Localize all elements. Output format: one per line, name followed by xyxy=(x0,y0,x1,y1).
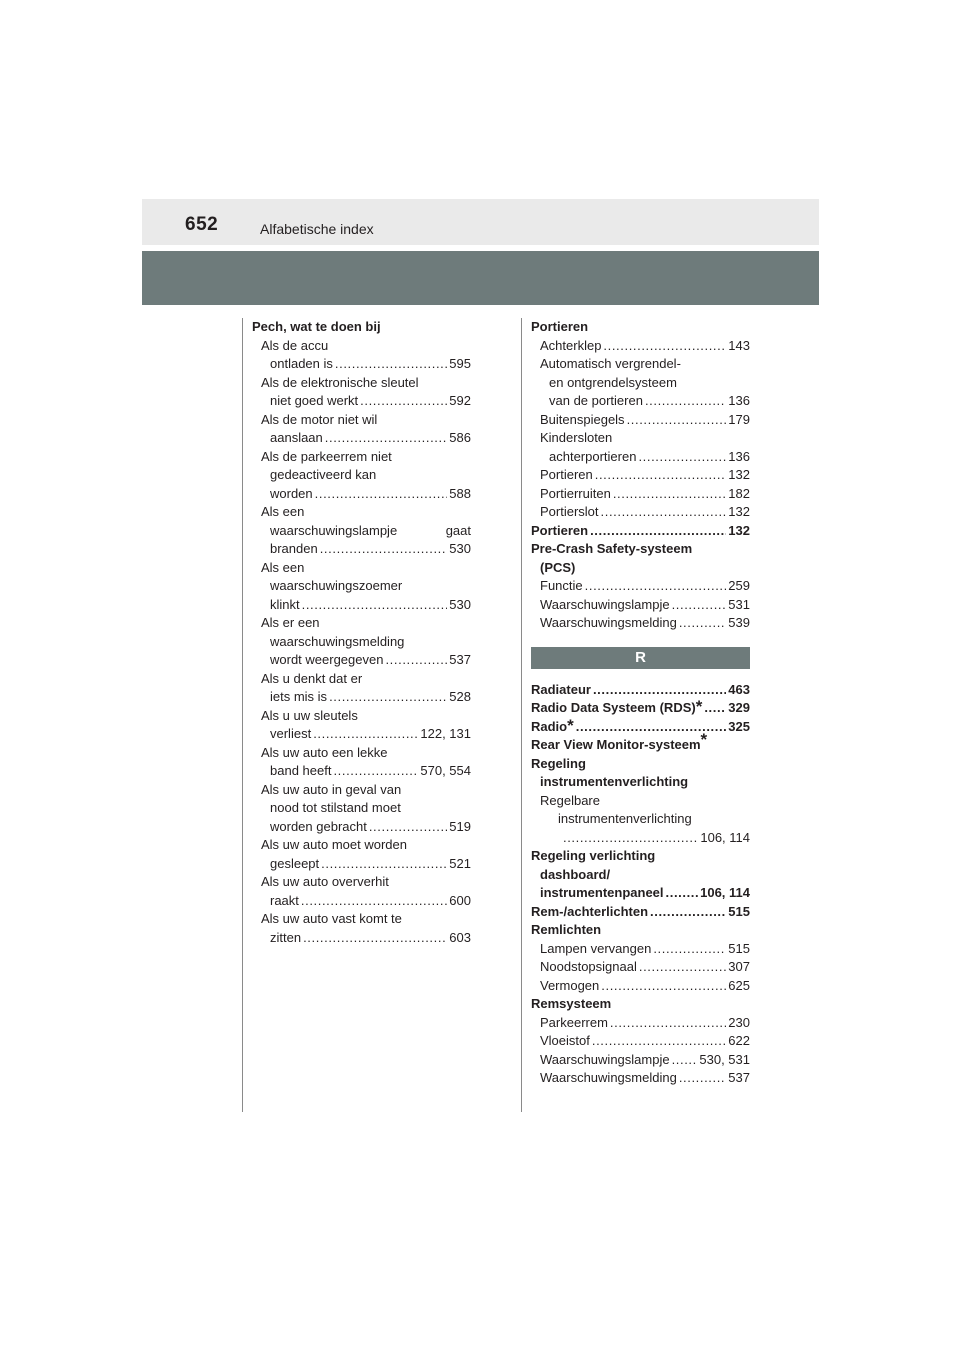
index-term: Noodstopsignaal xyxy=(540,959,637,974)
index-term: Als uw auto oververhit xyxy=(261,874,389,889)
dot-leader xyxy=(590,522,726,541)
dot-leader xyxy=(303,929,447,948)
page-ref: 132 xyxy=(728,504,750,519)
index-term: Als uw auto in geval van xyxy=(261,781,402,797)
dot-leader xyxy=(627,411,727,430)
page-ref: 592 xyxy=(449,393,471,408)
index-term: Radiateur xyxy=(531,681,591,697)
header-band xyxy=(142,199,819,245)
index-entry-nood-3 xyxy=(252,818,471,837)
index-entry-radiateur xyxy=(531,681,750,700)
dot-leader xyxy=(369,818,447,837)
index-term: Buitenspiegels xyxy=(540,411,625,427)
page-ref: 143 xyxy=(728,337,750,353)
index-entry-sleutel-2 xyxy=(252,392,471,411)
index-term: Als uw auto een lekke xyxy=(261,744,388,760)
page-ref: 603 xyxy=(449,929,471,945)
index-entry-motor-1 xyxy=(252,411,471,430)
index-entry-rem-melding xyxy=(531,1069,750,1088)
index-entry-melding-1 xyxy=(252,614,471,633)
index-term: aanslaan xyxy=(270,430,323,445)
index-entry-park-3 xyxy=(252,485,471,504)
left-column-rule xyxy=(242,318,243,1112)
index-term: Radio Data Systeem (RDS) xyxy=(531,700,696,715)
index-term: Radio xyxy=(531,718,568,734)
page-ref: 325 xyxy=(728,718,750,734)
index-term: dashboard/ xyxy=(540,866,611,882)
index-entry-sleep-1 xyxy=(252,836,471,855)
index-term: worden xyxy=(270,485,313,501)
index-entry-accu-2 xyxy=(252,355,471,374)
index-entry-melding-3 xyxy=(252,651,471,670)
page-ref: 132 xyxy=(728,522,750,538)
index-term: Als u denkt dat er xyxy=(261,670,363,686)
middle-column-rule xyxy=(521,318,522,1112)
index-term: Regeling xyxy=(531,755,586,771)
index-term: Rear View Monitor-systeem xyxy=(531,737,701,752)
index-term: Waarschuwingslampje xyxy=(540,1051,670,1067)
dot-leader xyxy=(335,355,447,374)
index-term: Als een xyxy=(261,504,305,519)
dot-leader xyxy=(315,485,448,504)
page-ref: 528 xyxy=(449,689,471,704)
page-ref: 537 xyxy=(449,652,471,667)
asterisk-mark: * xyxy=(700,730,708,749)
page-ref: 521 xyxy=(449,855,471,871)
dot-leader xyxy=(666,884,699,903)
index-entry-nood-2 xyxy=(252,799,471,818)
index-entry-lampen xyxy=(531,940,750,959)
index-term: ontladen is xyxy=(270,356,333,371)
page-ref: 179 xyxy=(728,411,750,427)
index-term: iets mis is xyxy=(270,689,328,704)
dot-leader xyxy=(653,940,726,959)
index-entry-zoemer-2 xyxy=(252,577,471,596)
page-ref: 600 xyxy=(449,892,471,908)
letter-band-r: R xyxy=(531,647,750,669)
index-term: waarschuwingszoemer xyxy=(270,578,403,593)
index-entry-achterklep xyxy=(531,337,750,356)
dot-leader xyxy=(672,1051,698,1070)
index-term: branden xyxy=(270,541,318,556)
index-entry-regelbare-1 xyxy=(531,792,750,811)
dot-leader xyxy=(595,466,727,485)
index-term: zitten xyxy=(270,929,302,945)
index-entry-pcs-1 xyxy=(531,540,750,559)
index-entry-remachter xyxy=(531,903,750,922)
header-gray-bar xyxy=(142,251,819,305)
page-ref: 515 xyxy=(728,903,750,919)
index-term: Als de elektronische sleutel xyxy=(261,374,419,390)
index-entry-sleutels-2 xyxy=(252,725,471,744)
page-ref: 519 xyxy=(449,818,471,834)
index-term: Portieren xyxy=(531,522,589,538)
index-term: en ontgrendelsysteem xyxy=(549,374,677,390)
index-entry-melding-2 xyxy=(252,633,471,652)
index-entry-portieren-b xyxy=(531,522,750,541)
index-entry-parkeerrem xyxy=(531,1014,750,1033)
index-term: Vermogen xyxy=(540,977,600,993)
index-entry-pcs-lamp xyxy=(531,596,750,615)
index-entry-accu-1 xyxy=(252,337,471,356)
index-term: Als een xyxy=(261,559,305,575)
index-entry-rvm xyxy=(531,730,750,755)
index-entry-vast-2 xyxy=(252,929,471,948)
page-ref: 106, 114 xyxy=(700,885,750,900)
page-ref: 230 xyxy=(728,1014,750,1030)
dot-leader xyxy=(333,762,418,781)
dot-leader xyxy=(603,337,726,356)
index-term: Pre-Crash Safety-systeem xyxy=(531,541,693,556)
index-entry-portierslot xyxy=(531,503,750,522)
index-entry-remlichten xyxy=(531,921,750,940)
index-entry-pcs-2 xyxy=(531,559,750,578)
dot-leader xyxy=(679,614,726,633)
index-term-end: gaat xyxy=(445,522,471,538)
index-term: wordt weergegeven xyxy=(270,652,384,667)
page-ref: 586 xyxy=(449,430,471,445)
dot-leader xyxy=(704,699,726,718)
index-term: Vloeistof xyxy=(540,1033,590,1048)
index-entry-noodstop xyxy=(531,958,750,977)
dot-leader xyxy=(601,503,727,522)
dot-leader xyxy=(320,540,448,559)
index-entry-rem-lamp xyxy=(531,1051,750,1070)
dot-leader xyxy=(321,855,447,874)
index-term: waarschuwingslampje xyxy=(270,522,398,538)
index-term: instrumentenverlichting xyxy=(540,774,689,789)
index-term: raakt xyxy=(270,892,299,908)
dot-leader xyxy=(592,1032,726,1051)
index-entry-zoemer-1 xyxy=(252,559,471,578)
index-entry-lamp-3 xyxy=(252,540,471,559)
index-entry-kinder-1 xyxy=(531,429,750,448)
page-ref: 463 xyxy=(728,681,750,697)
page-ref: 595 xyxy=(449,356,471,371)
page-ref: 530 xyxy=(449,596,471,612)
index-group-r xyxy=(531,681,750,1088)
index-entry-lamp-1 xyxy=(252,503,471,522)
index-term: Waarschuwingslampje xyxy=(540,596,670,612)
index-term: nood tot stilstand moet xyxy=(270,800,401,815)
index-term: worden gebracht xyxy=(270,818,367,834)
dot-leader xyxy=(585,577,727,596)
page-ref: 259 xyxy=(728,578,750,593)
index-entry-vloeistof xyxy=(531,1032,750,1051)
index-term: Kindersloten xyxy=(540,430,613,445)
index-term: Remlichten xyxy=(531,922,602,937)
dot-leader xyxy=(638,448,726,467)
index-entry-regver-3 xyxy=(531,884,750,903)
index-term: Portieren xyxy=(540,467,593,482)
index-entry-regeling-2 xyxy=(531,773,750,792)
index-term: Pech, wat te doen bij xyxy=(252,319,381,334)
index-term: Regelbare xyxy=(540,792,600,808)
index-term: verliest xyxy=(270,726,312,741)
index-entry-portieren-h xyxy=(531,318,750,337)
page-ref: 588 xyxy=(449,485,471,501)
index-term: achterportieren xyxy=(549,448,637,464)
index-entry-mis-1 xyxy=(252,670,471,689)
dot-leader xyxy=(679,1069,726,1088)
page-ref: 570, 554 xyxy=(420,763,471,778)
page-ref: 122, 131 xyxy=(420,726,471,741)
index-entry-mis-2 xyxy=(252,688,471,707)
index-entry-pech xyxy=(252,318,471,337)
index-entry-kinder-2 xyxy=(531,448,750,467)
index-term: van de portieren xyxy=(549,393,643,408)
index-entry-regelbare-3 xyxy=(531,829,750,848)
dot-leader xyxy=(313,725,418,744)
index-entry-functie xyxy=(531,577,750,596)
index-term: Automatisch vergrendel- xyxy=(540,356,681,371)
index-term: gesleept xyxy=(270,855,320,871)
index-term: Als de accu xyxy=(261,337,329,353)
dot-leader xyxy=(645,392,726,411)
index-term: Parkeerrem xyxy=(540,1014,608,1030)
index-term: Portierruiten xyxy=(540,485,611,501)
index-entry-verhit-1 xyxy=(252,873,471,892)
index-term: Portierslot xyxy=(540,504,599,519)
dot-leader xyxy=(301,892,447,911)
index-term: Waarschuwingsmelding xyxy=(540,615,677,630)
index-term: Als de motor niet wil xyxy=(261,411,378,427)
dot-leader xyxy=(329,688,447,707)
index-entry-regeling-1 xyxy=(531,755,750,774)
index-column-right xyxy=(531,318,750,1088)
index-term: Achterklep xyxy=(540,337,602,353)
dot-leader xyxy=(639,958,726,977)
index-group-p xyxy=(531,318,750,633)
index-term: waarschuwingsmelding xyxy=(270,633,405,649)
index-column-left xyxy=(252,318,471,947)
index-term: band heeft xyxy=(270,763,332,778)
index-entry-rds: Radio Data Systeem (RDS) * ..... 329 xyxy=(531,699,750,718)
page-ref: 530 xyxy=(449,541,471,556)
page-ref: 625 xyxy=(728,977,750,993)
index-entry-sleutel-1 xyxy=(252,374,471,393)
dot-leader xyxy=(563,829,698,848)
index-term: instrumentenpaneel xyxy=(540,885,664,900)
index-entry-radio: Radio * ..... 325 xyxy=(531,718,750,737)
dot-leader xyxy=(302,596,448,615)
index-term: Waarschuwingsmelding xyxy=(540,1070,677,1085)
index-entry-verhit-2 xyxy=(252,892,471,911)
index-entry-sleutels-1 xyxy=(252,707,471,726)
index-entry-regver-1 xyxy=(531,847,750,866)
page-ref: 622 xyxy=(728,1033,750,1048)
index-term: Lampen vervangen xyxy=(540,940,652,956)
index-term: Als uw auto moet worden xyxy=(261,837,407,852)
page-ref: 537 xyxy=(728,1070,750,1085)
page-ref: 132 xyxy=(728,467,750,482)
index-entry-lekke-1 xyxy=(252,744,471,763)
page-number: 652 xyxy=(185,214,219,235)
index-entry-sleep-2 xyxy=(252,855,471,874)
dot-leader xyxy=(610,1014,726,1033)
page-ref: 539 xyxy=(728,615,750,630)
dot-leader xyxy=(601,977,726,996)
dot-leader xyxy=(650,903,726,922)
index-entry-park-2 xyxy=(252,466,471,485)
index-term: Als er een xyxy=(261,615,320,630)
index-term: (PCS) xyxy=(540,559,576,575)
index-entry-zoemer-3 xyxy=(252,596,471,615)
page-ref: 136 xyxy=(728,448,750,464)
index-term: Als de parkeerrem niet xyxy=(261,448,392,464)
index-entry-portieren-s xyxy=(531,466,750,485)
index-term: niet goed werkt xyxy=(270,393,359,408)
page-ref: 515 xyxy=(728,940,750,956)
index-term: Remsysteem xyxy=(531,996,612,1011)
index-entry-autover-2 xyxy=(531,374,750,393)
index-term: Rem-/achterlichten xyxy=(531,903,649,919)
section-title: Alfabetische index xyxy=(260,221,374,237)
index-entry-lekke-2 xyxy=(252,762,471,781)
dot-leader xyxy=(385,651,447,670)
index-entry-park-1 xyxy=(252,448,471,467)
index-entry-regelbare-2 xyxy=(531,810,750,829)
page-ref: 307 xyxy=(728,959,750,974)
index-term: Regeling verlichting xyxy=(531,848,656,863)
index-term: Als u uw sleutels xyxy=(261,707,358,723)
index-term: Als uw auto vast komt te xyxy=(261,911,402,926)
index-entry-remsysteem xyxy=(531,995,750,1014)
index-entry-nood-1 xyxy=(252,781,471,800)
page-ref: 531 xyxy=(728,596,750,612)
index-entry-autover-1 xyxy=(531,355,750,374)
page-ref: 530, 531 xyxy=(699,1051,750,1067)
page-ref: 106, 114 xyxy=(700,829,750,845)
dot-leader xyxy=(613,485,726,504)
dot-leader xyxy=(360,392,447,411)
index-entry-lamp-2 xyxy=(252,522,471,541)
index-entry-vast-1 xyxy=(252,910,471,929)
index-entry-autover-3 xyxy=(531,392,750,411)
page-ref: 136 xyxy=(728,393,750,408)
dot-leader xyxy=(672,596,727,615)
index-entry-regver-2 xyxy=(531,866,750,885)
index-term: Portieren xyxy=(531,319,589,334)
page-ref: 329 xyxy=(728,700,750,715)
index-entry-portierruiten xyxy=(531,485,750,504)
index-entry-buitensp xyxy=(531,411,750,430)
dot-leader xyxy=(325,429,448,448)
page-ref: 182 xyxy=(728,485,750,501)
index-term: Functie xyxy=(540,578,583,593)
index-entry-motor-2 xyxy=(252,429,471,448)
index-term: gedeactiveerd kan xyxy=(270,467,377,482)
index-term: instrumentenverlichting xyxy=(558,811,692,826)
index-entry-vermogen xyxy=(531,977,750,996)
index-term: klinkt xyxy=(270,596,300,612)
dot-leader xyxy=(593,681,726,700)
index-entry-pcs-melding xyxy=(531,614,750,633)
